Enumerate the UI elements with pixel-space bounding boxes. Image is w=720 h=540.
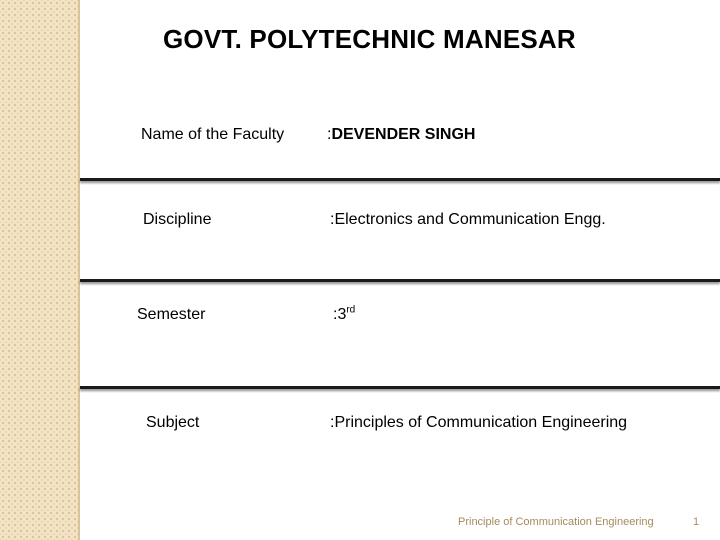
subject-value: :Principles of Communication Engineering [330, 414, 628, 431]
semester-label: Semester [137, 306, 206, 323]
decorative-side-band [0, 0, 78, 540]
page-number: 1 [693, 516, 700, 528]
divider-1 [80, 178, 720, 181]
discipline-label: Discipline [143, 211, 212, 228]
faculty-value-prefix: : [327, 126, 332, 143]
semester-value [333, 306, 355, 324]
faculty-label: Name of the Faculty [141, 126, 285, 143]
divider-3 [80, 386, 720, 389]
divider-2 [80, 279, 720, 282]
semester-number: :3 [333, 306, 347, 323]
slide-title: GOVT. POLYTECHNIC MANESAR [163, 24, 576, 54]
footer-title: Principle of Communication Engineering [458, 516, 654, 528]
subject-label: Subject [146, 414, 200, 431]
faculty-value [327, 126, 475, 144]
side-band-edge [78, 0, 80, 540]
faculty-name: DEVENDER SINGH [331, 126, 476, 143]
discipline-value: :Electronics and Communication Engg. [330, 211, 606, 228]
semester-ordinal: rd [346, 304, 356, 316]
